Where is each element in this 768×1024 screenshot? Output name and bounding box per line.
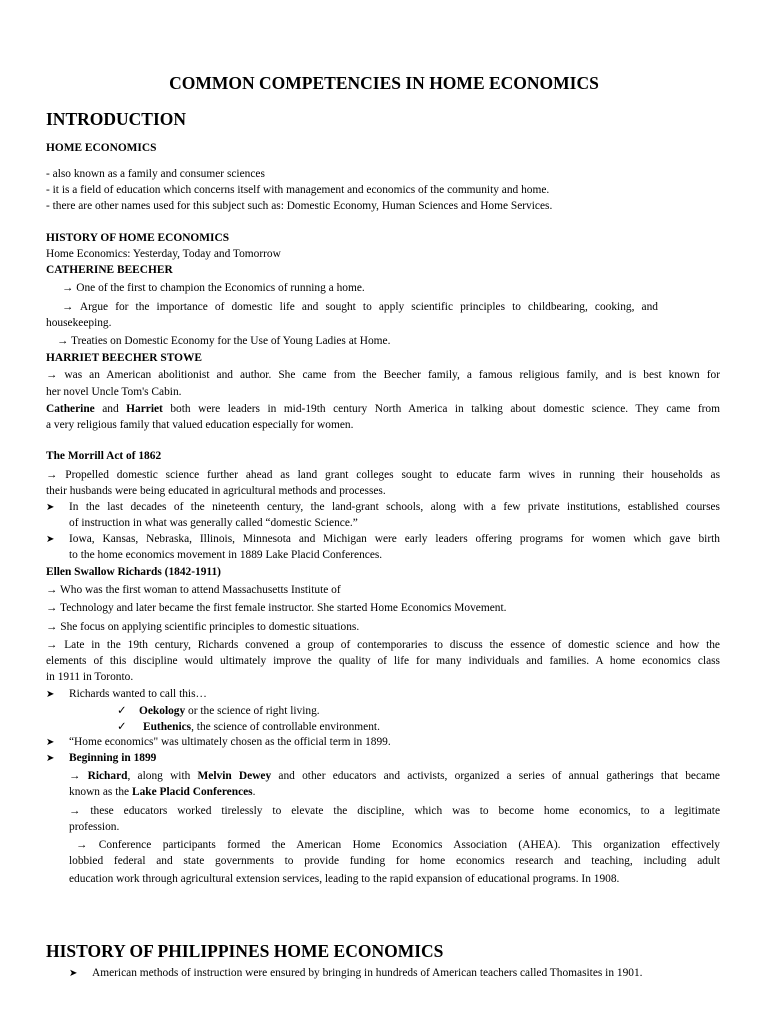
name-melvin-dewey: Melvin Dewey <box>197 770 272 782</box>
lake-placid-conferences: Lake Placid Conferences <box>131 786 253 798</box>
morrill-bullet-continued: of instruction in what was generally called “domestic Science.” <box>69 517 358 529</box>
arrow-bullet-icon: ➤ <box>46 534 55 545</box>
definition-line: - it is a field of education which concerns itself with management and economics of the community and home. <box>46 184 550 196</box>
morrill-bullet-continued: to the home economics movement in 1889 Lake Placid Conferences. <box>69 549 383 561</box>
beecher-point: → Treaties on Domestic Economy for the Use of Young Ladies at Home. <box>57 335 391 347</box>
philippines-bullet: American methods of instruction were ensured by bringing in hundreds of American teachers called Thomasites in 1901. <box>92 967 643 979</box>
heading-morrill-act: The Morrill Act of 1862 <box>46 450 162 462</box>
name-richard: Richard <box>87 770 128 782</box>
check-icon: ✓ <box>117 705 127 717</box>
arrow-bullet-icon: ➤ <box>46 753 55 764</box>
name-catherine: Catherine <box>46 403 95 415</box>
morrill-bullet: Iowa, Kansas, Nebraska, Illinois, Minnesota and Michigan were early leaders offering programs for women which gave birth <box>69 533 720 545</box>
gatherings-paragraph-continued: known as the Lake Placid Conferences. <box>69 786 256 798</box>
section-heading-introduction: INTRODUCTION <box>46 109 187 129</box>
richards-bullet: Richards wanted to call this… <box>69 688 207 700</box>
stowe-description: → was an American abolitionist and author. She came from the Beecher family, a famous religious family, and is best known for <box>46 369 720 381</box>
definition-line: - there are other names used for this subject such as: Domestic Economy, Human Sciences and Home Services. <box>46 200 553 212</box>
history-subtitle: Home Economics: Yesterday, Today and Tomorrow <box>46 248 281 260</box>
check-icon: ✓ <box>117 721 127 733</box>
section-heading-philippines: HISTORY OF PHILIPPINES HOME ECONOMICS <box>46 941 444 961</box>
both-leaders-paragraph: Catherine and Harriet both were leaders in mid-19th century North America in talking about domestic science. They came from <box>46 403 720 415</box>
gatherings-paragraph: → Richard, along with Melvin Dewey and other educators and activists, organized a series of annual gatherings that became <box>69 770 720 782</box>
educators-paragraph-continued: profession. <box>69 821 120 833</box>
arrow-bullet-icon: ➤ <box>69 968 78 979</box>
morrill-description-continued: their husbands were being educated in agricultural methods and processes. <box>46 485 386 497</box>
richards-bullet-beginning: Beginning in 1899 <box>69 752 157 764</box>
both-leaders-paragraph-continued: a very religious family that valued education especially for women. <box>46 419 354 431</box>
heading-history: HISTORY OF HOME ECONOMICS <box>46 232 230 244</box>
ahea-paragraph: → Conference participants formed the American Home Economics Association (AHEA). This organization effectively <box>76 839 720 851</box>
name-harriet: Harriet <box>126 403 163 415</box>
stowe-description-continued: her novel Uncle Tom's Cabin. <box>46 386 182 398</box>
ahea-paragraph: lobbied federal and state governments to provide funding for home economics research and teaching, including adult <box>69 855 720 867</box>
heading-ellen-swallow-richards: Ellen Swallow Richards (1842-1911) <box>46 566 221 578</box>
definition-line: - also known as a family and consumer sciences <box>46 168 265 180</box>
arrow-bullet-icon: ➤ <box>46 502 55 513</box>
heading-home-economics: HOME ECONOMICS <box>46 142 157 154</box>
arrow-bullet-icon: ➤ <box>46 737 55 748</box>
richards-point: → Technology and later became the first female instructor. She started Home Economics Movement. <box>46 602 507 614</box>
document-title: COMMON COMPETENCIES IN HOME ECONOMICS <box>169 73 599 93</box>
beecher-point-continued: housekeeping. <box>46 317 112 329</box>
richards-point: → She focus on applying scientific principles to domestic situations. <box>46 621 360 633</box>
morrill-bullet: In the last decades of the nineteenth century, the land-grant schools, along with a few private institutions, established courses <box>69 501 720 513</box>
richards-paragraph: elements of this discipline would ultimately improve the quality of life for many individuals and families. A home economics class <box>46 655 720 667</box>
morrill-description: → Propelled domestic science further ahead as land grant colleges sought to educate farm wives in running their households as <box>46 469 720 481</box>
richards-point: → Who was the first woman to attend Massachusetts Institute of <box>46 584 341 596</box>
term-euthenics: Euthenics, the science of controllable environment. <box>143 721 380 733</box>
beecher-point: → Argue for the importance of domestic life and sought to apply scientific principles to childbearing, cooking, and <box>62 301 658 313</box>
arrow-bullet-icon: ➤ <box>46 689 55 700</box>
beecher-point: → One of the first to champion the Economics of running a home. <box>62 282 365 294</box>
heading-catherine-beecher: CATHERINE BEECHER <box>46 264 173 276</box>
ahea-paragraph-continued: education work through agricultural extension services, leading to the rapid expansion of educational programs. In 1908. <box>69 873 620 885</box>
richards-bullet: “Home economics" was ultimately chosen as the official term in 1899. <box>69 736 391 748</box>
educators-paragraph: → these educators worked tirelessly to elevate the discipline, which was to become home economics, to a legitimate <box>69 805 720 817</box>
richards-paragraph: → Late in the 19th century, Richards convened a group of contemporaries to discuss the essence of domestic science and how the <box>46 639 720 651</box>
term-oekology: Oekology or the science of right living. <box>139 705 320 717</box>
heading-harriet-beecher-stowe: HARRIET BEECHER STOWE <box>46 352 202 364</box>
richards-paragraph-continued: in 1911 in Toronto. <box>46 671 134 683</box>
